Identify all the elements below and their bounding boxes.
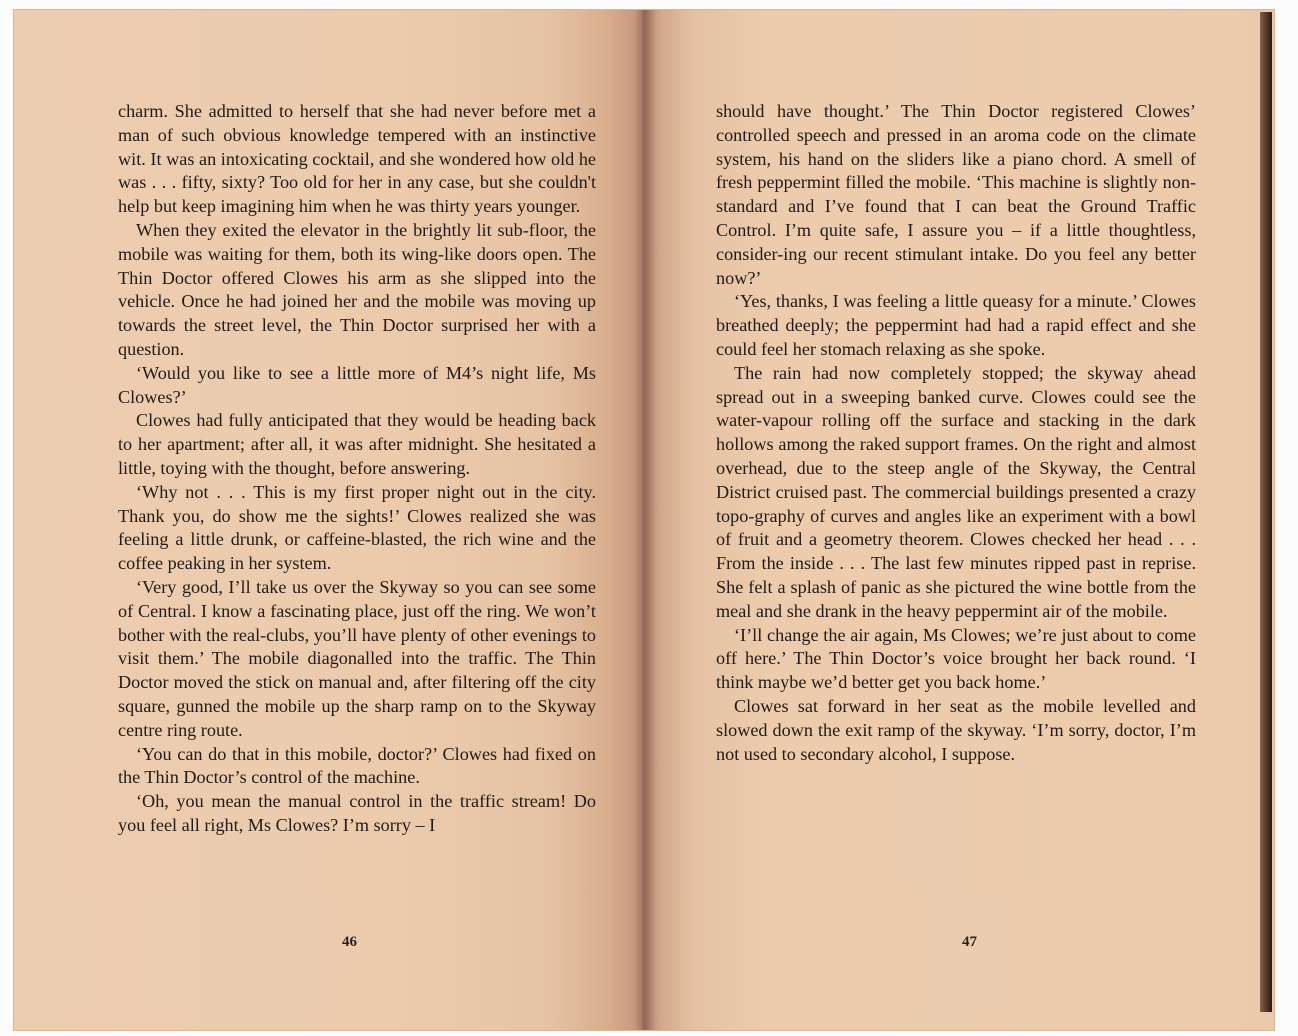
paragraph: charm. She admitted to herself that she had never before met a man of such obvious knowledge tempered with an instinctive wit. It was an intoxicating cocktail, and she wondered how old he was . . . fifty, sixty? Too old for her in any case, but she couldn't help but keep imagining him when he was thirty years younger. xyxy=(118,101,596,217)
left-page-text xyxy=(118,100,596,838)
book-spine-gutter xyxy=(634,10,656,1030)
paragraph: ‘Why not . . . This is my first proper night out in the city. Thank you, do show me the sights!’ Clowes realized she was feeling a little drunk, or caffeine-blasted, the rich wine and the coffee peaking in her system. xyxy=(118,481,596,574)
right-page-text xyxy=(716,100,1196,766)
paragraph: ‘Yes, thanks, I was feeling a little queasy for a minute.’ Clowes breathed deeply; the peppermint had had a rapid effect and she could feel her stomach relaxing as she spoke. xyxy=(716,291,1196,359)
left-page xyxy=(14,10,642,1030)
paragraph: should have thought.’ The Thin Doctor registered Clowes’ controlled speech and pressed in an aroma code on the climate system, his hand on the sliders like a piano chord. A smell of fresh peppermint filled the mobile. ‘This machine is slightly non-standard and I’ve found that I can beat the Ground Traffic Control. I’m quite safe, I assure you – if a little thoughtless, consider-ing our recent stimulant intake. Do you feel any better now?’ xyxy=(716,101,1196,288)
paragraph: Clowes had fully anticipated that they would be heading back to her apartment; after all, it was after midnight. She hesitated a little, toying with the thought, before answering. xyxy=(118,410,596,478)
page-number-right: 47 xyxy=(962,934,977,950)
paragraph: The rain had now completely stopped; the skyway ahead spread out in a sweeping banked curve. Clowes could see the water-vapour rolling off the surface and stacking in the dark hollows among the raked support frames. On the right and almost overhead, due to the steep angle of the Skyway, the Central District cruised past. The commercial buildings presented a crazy topo-graphy of curves and angles like an experiment with a bowl of fruit and a geometry theorem. Clowes checked her head . . . From the inside . . . The last few minutes ripped past in reprise. She felt a splash of panic as she pictured the wine bottle from the meal and she drank in the heavy peppermint air of the mobile. xyxy=(716,362,1196,621)
paragraph: ‘Would you like to see a little more of M4’s night life, Ms Clowes?’ xyxy=(118,362,596,407)
paragraph: ‘You can do that in this mobile, doctor?’ Clowes had fixed on the Thin Doctor’s control of the machine. xyxy=(118,743,596,788)
paragraph: Clowes sat forward in her seat as the mobile levelled and slowed down the exit ramp of the skyway. ‘I’m sorry, doctor, I’m not used to secondary alcohol, I suppose. xyxy=(716,695,1196,764)
page-number-left: 46 xyxy=(342,934,357,950)
paragraph: ‘I’ll change the air again, Ms Clowes; we’re just about to come off here.’ The Thin Doctor’s voice brought her back round. ‘I think maybe we’d better get you back home.’ xyxy=(716,624,1196,693)
paragraph: ‘Very good, I’ll take us over the Skyway so you can see some of Central. I know a fascinating place, just off the ring. We won’t bother with the real-clubs, you’ll have plenty of other evenings to visit them.’ The mobile diagonalled into the traffic. The Thin Doctor moved the stick on manual and, after filtering off the city square, gunned the mobile up the sharp ramp on to the Skyway centre ring route. xyxy=(118,576,596,740)
paragraph: ‘Oh, you mean the manual control in the traffic stream! Do you feel all right, Ms Clowes? I’m sorry – I xyxy=(118,791,596,835)
open-book xyxy=(14,10,1274,1030)
right-page xyxy=(642,10,1274,1030)
paragraph: When they exited the elevator in the brightly lit sub-floor, the mobile was waiting for them, both its wing-like doors open. The Thin Doctor offered Clowes his arm as she slipped into the vehicle. Once he had joined her and the mobile was moving up towards the street level, the Thin Doctor surprised her with a question. xyxy=(118,219,596,359)
page-edges xyxy=(1260,12,1272,1012)
